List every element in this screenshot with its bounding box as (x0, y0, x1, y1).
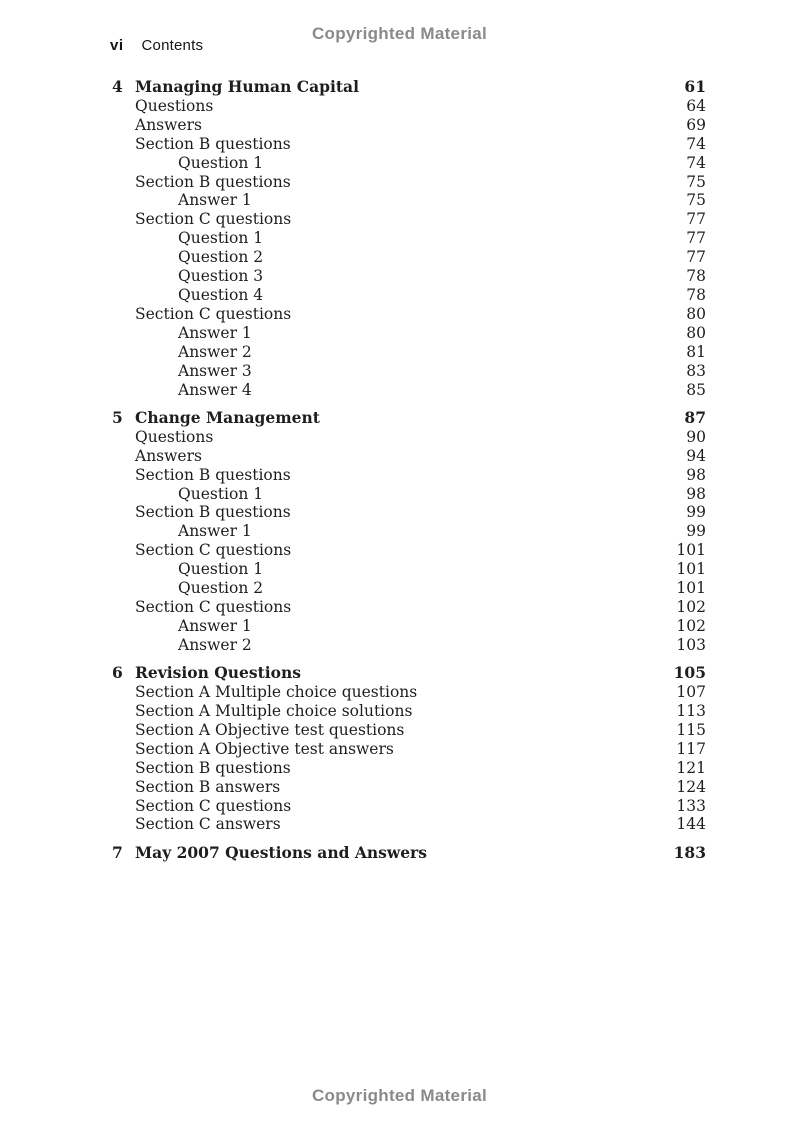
chapter-number: 6 (112, 663, 123, 683)
entry-page-number: 77 (686, 210, 706, 229)
entry-page-number: 77 (686, 248, 706, 267)
chapter-number: 7 (112, 842, 123, 862)
toc-entry-row (112, 797, 706, 816)
toc-entry-row (112, 97, 706, 116)
entry-label: Question 1 (178, 484, 264, 503)
toc-entry-row (112, 229, 706, 248)
entry-label: Section C questions (135, 304, 292, 323)
entry-label: Answer 1 (178, 323, 252, 342)
toc-entry-row (112, 702, 706, 721)
chapter-page-number: 183 (673, 842, 706, 862)
toc-entry-row (112, 541, 706, 560)
chapter-title: Change Management (135, 407, 320, 427)
toc-chapter-row (112, 664, 706, 683)
chapter-number: 4 (112, 77, 123, 96)
toc-entry-row (112, 210, 706, 229)
table-of-contents (112, 78, 706, 863)
entry-page-number: 113 (676, 702, 706, 720)
copyright-notice-top: Copyrighted Material (311, 24, 488, 43)
entry-label: Answer 1 (178, 522, 252, 541)
page-number-label: vi (110, 37, 124, 54)
chapter-title: Revision Questions (135, 663, 301, 683)
entry-label: Section A Multiple choice solutions (135, 702, 413, 720)
toc-entry-row (112, 428, 706, 447)
entry-page-number: 124 (676, 777, 706, 796)
entry-label: Section B questions (135, 503, 291, 522)
entry-page-number: 133 (676, 796, 706, 815)
entry-label: Answer 4 (178, 380, 252, 399)
toc-entry-row (112, 248, 706, 267)
entry-label: Section C questions (135, 541, 292, 560)
entry-label: Answer 3 (178, 361, 252, 380)
entry-page-number: 101 (676, 541, 706, 560)
toc-entry-row (112, 286, 706, 305)
entry-label: Section C questions (135, 597, 292, 616)
toc-entry-row (112, 721, 706, 740)
entry-page-number: 75 (686, 172, 706, 191)
entry-label: Section A Multiple choice questions (135, 683, 418, 702)
entry-label: Question 2 (178, 579, 264, 598)
toc-entry-row (112, 267, 706, 286)
toc-entry-row (112, 324, 706, 343)
entry-page-number: 99 (686, 522, 706, 541)
entry-page-number: 80 (686, 323, 706, 342)
toc-entry-row (112, 135, 706, 154)
copyright-notice-bottom: Copyrighted Material (311, 1086, 488, 1105)
toc-entry-row (112, 815, 706, 834)
entry-label: Questions (135, 96, 214, 115)
entry-page-number: 64 (686, 96, 706, 115)
entry-page-number: 102 (676, 597, 706, 616)
chapter-number: 5 (112, 407, 123, 427)
toc-entry-row (112, 560, 706, 579)
entry-label: Section A Objective test questions (135, 720, 405, 739)
entry-page-number: 75 (686, 191, 706, 210)
entry-label: Section C questions (135, 796, 292, 815)
toc-entry-row (112, 173, 706, 192)
toc-chapter-row (112, 409, 706, 428)
entry-label: Section B questions (135, 758, 291, 777)
toc-entry-row (112, 466, 706, 485)
toc-entry-row (112, 447, 706, 466)
toc-chapter-row (112, 78, 706, 97)
toc-entry-row (112, 343, 706, 362)
entry-page-number: 74 (686, 134, 706, 153)
entry-label: Section C questions (135, 210, 292, 229)
toc-entry-row (112, 778, 706, 797)
entry-page-number: 77 (686, 229, 706, 248)
entry-page-number: 94 (686, 446, 706, 465)
entry-page-number: 99 (686, 503, 706, 522)
toc-entry-row (112, 116, 706, 135)
entry-page-number: 83 (686, 361, 706, 380)
entry-page-number: 78 (686, 285, 706, 304)
entry-label: Question 1 (178, 560, 264, 579)
chapter-page-number: 87 (684, 407, 706, 427)
toc-entry-row (112, 740, 706, 759)
chapter-page-number: 61 (684, 77, 706, 96)
entry-label: Question 2 (178, 248, 264, 267)
entry-label: Section B answers (135, 777, 281, 796)
entry-page-number: 107 (676, 683, 706, 702)
entry-page-number: 98 (686, 484, 706, 503)
entry-page-number: 90 (686, 427, 706, 446)
entry-label: Answer 2 (178, 342, 252, 361)
entry-label: Question 4 (178, 285, 264, 304)
entry-page-number: 74 (686, 153, 706, 172)
entry-label: Question 3 (178, 267, 264, 286)
toc-entry-row (112, 191, 706, 210)
entry-label: Answer 1 (178, 616, 252, 635)
entry-page-number: 102 (676, 616, 706, 635)
entry-page-number: 69 (686, 115, 706, 134)
entry-label: Section B questions (135, 465, 291, 484)
entry-label: Answer 2 (178, 635, 252, 654)
entry-label: Answer 1 (178, 191, 252, 210)
toc-entry-row (112, 636, 706, 655)
toc-chapter-row (112, 844, 706, 863)
running-header (110, 37, 203, 54)
toc-entry-row (112, 362, 706, 381)
entry-label: Section A Objective test answers (135, 739, 394, 758)
toc-entry-row (112, 503, 706, 522)
toc-entry-row (112, 579, 706, 598)
entry-page-number: 81 (686, 342, 706, 361)
entry-label: Question 1 (178, 153, 264, 172)
chapter-title: May 2007 Questions and Answers (135, 842, 427, 862)
entry-page-number: 85 (686, 380, 706, 399)
entry-label: Answers (135, 446, 202, 465)
toc-entry-row (112, 759, 706, 778)
toc-entry-row (112, 617, 706, 636)
entry-page-number: 80 (686, 304, 706, 323)
entry-page-number: 121 (676, 758, 706, 777)
entry-page-number: 78 (686, 267, 706, 286)
toc-entry-row (112, 485, 706, 504)
toc-entry-row (112, 305, 706, 324)
entry-label: Questions (135, 427, 214, 446)
entry-page-number: 144 (676, 815, 706, 834)
entry-page-number: 98 (686, 465, 706, 484)
toc-entry-row (112, 522, 706, 541)
entry-label: Answers (135, 115, 202, 134)
entry-page-number: 103 (676, 635, 706, 654)
entry-label: Section B questions (135, 134, 291, 153)
running-header-title: Contents (141, 37, 204, 54)
entry-page-number: 117 (676, 739, 706, 758)
toc-entry-row (112, 154, 706, 173)
chapter-page-number: 105 (673, 663, 706, 683)
entry-label: Section B questions (135, 172, 291, 191)
toc-entry-row (112, 683, 706, 702)
entry-page-number: 101 (676, 579, 706, 598)
entry-label: Question 1 (178, 229, 264, 248)
toc-entry-row (112, 598, 706, 617)
entry-page-number: 101 (676, 560, 706, 579)
toc-entry-row (112, 381, 706, 400)
entry-label: Section C answers (135, 815, 281, 834)
entry-page-number: 115 (676, 720, 706, 739)
chapter-title: Managing Human Capital (135, 77, 359, 96)
